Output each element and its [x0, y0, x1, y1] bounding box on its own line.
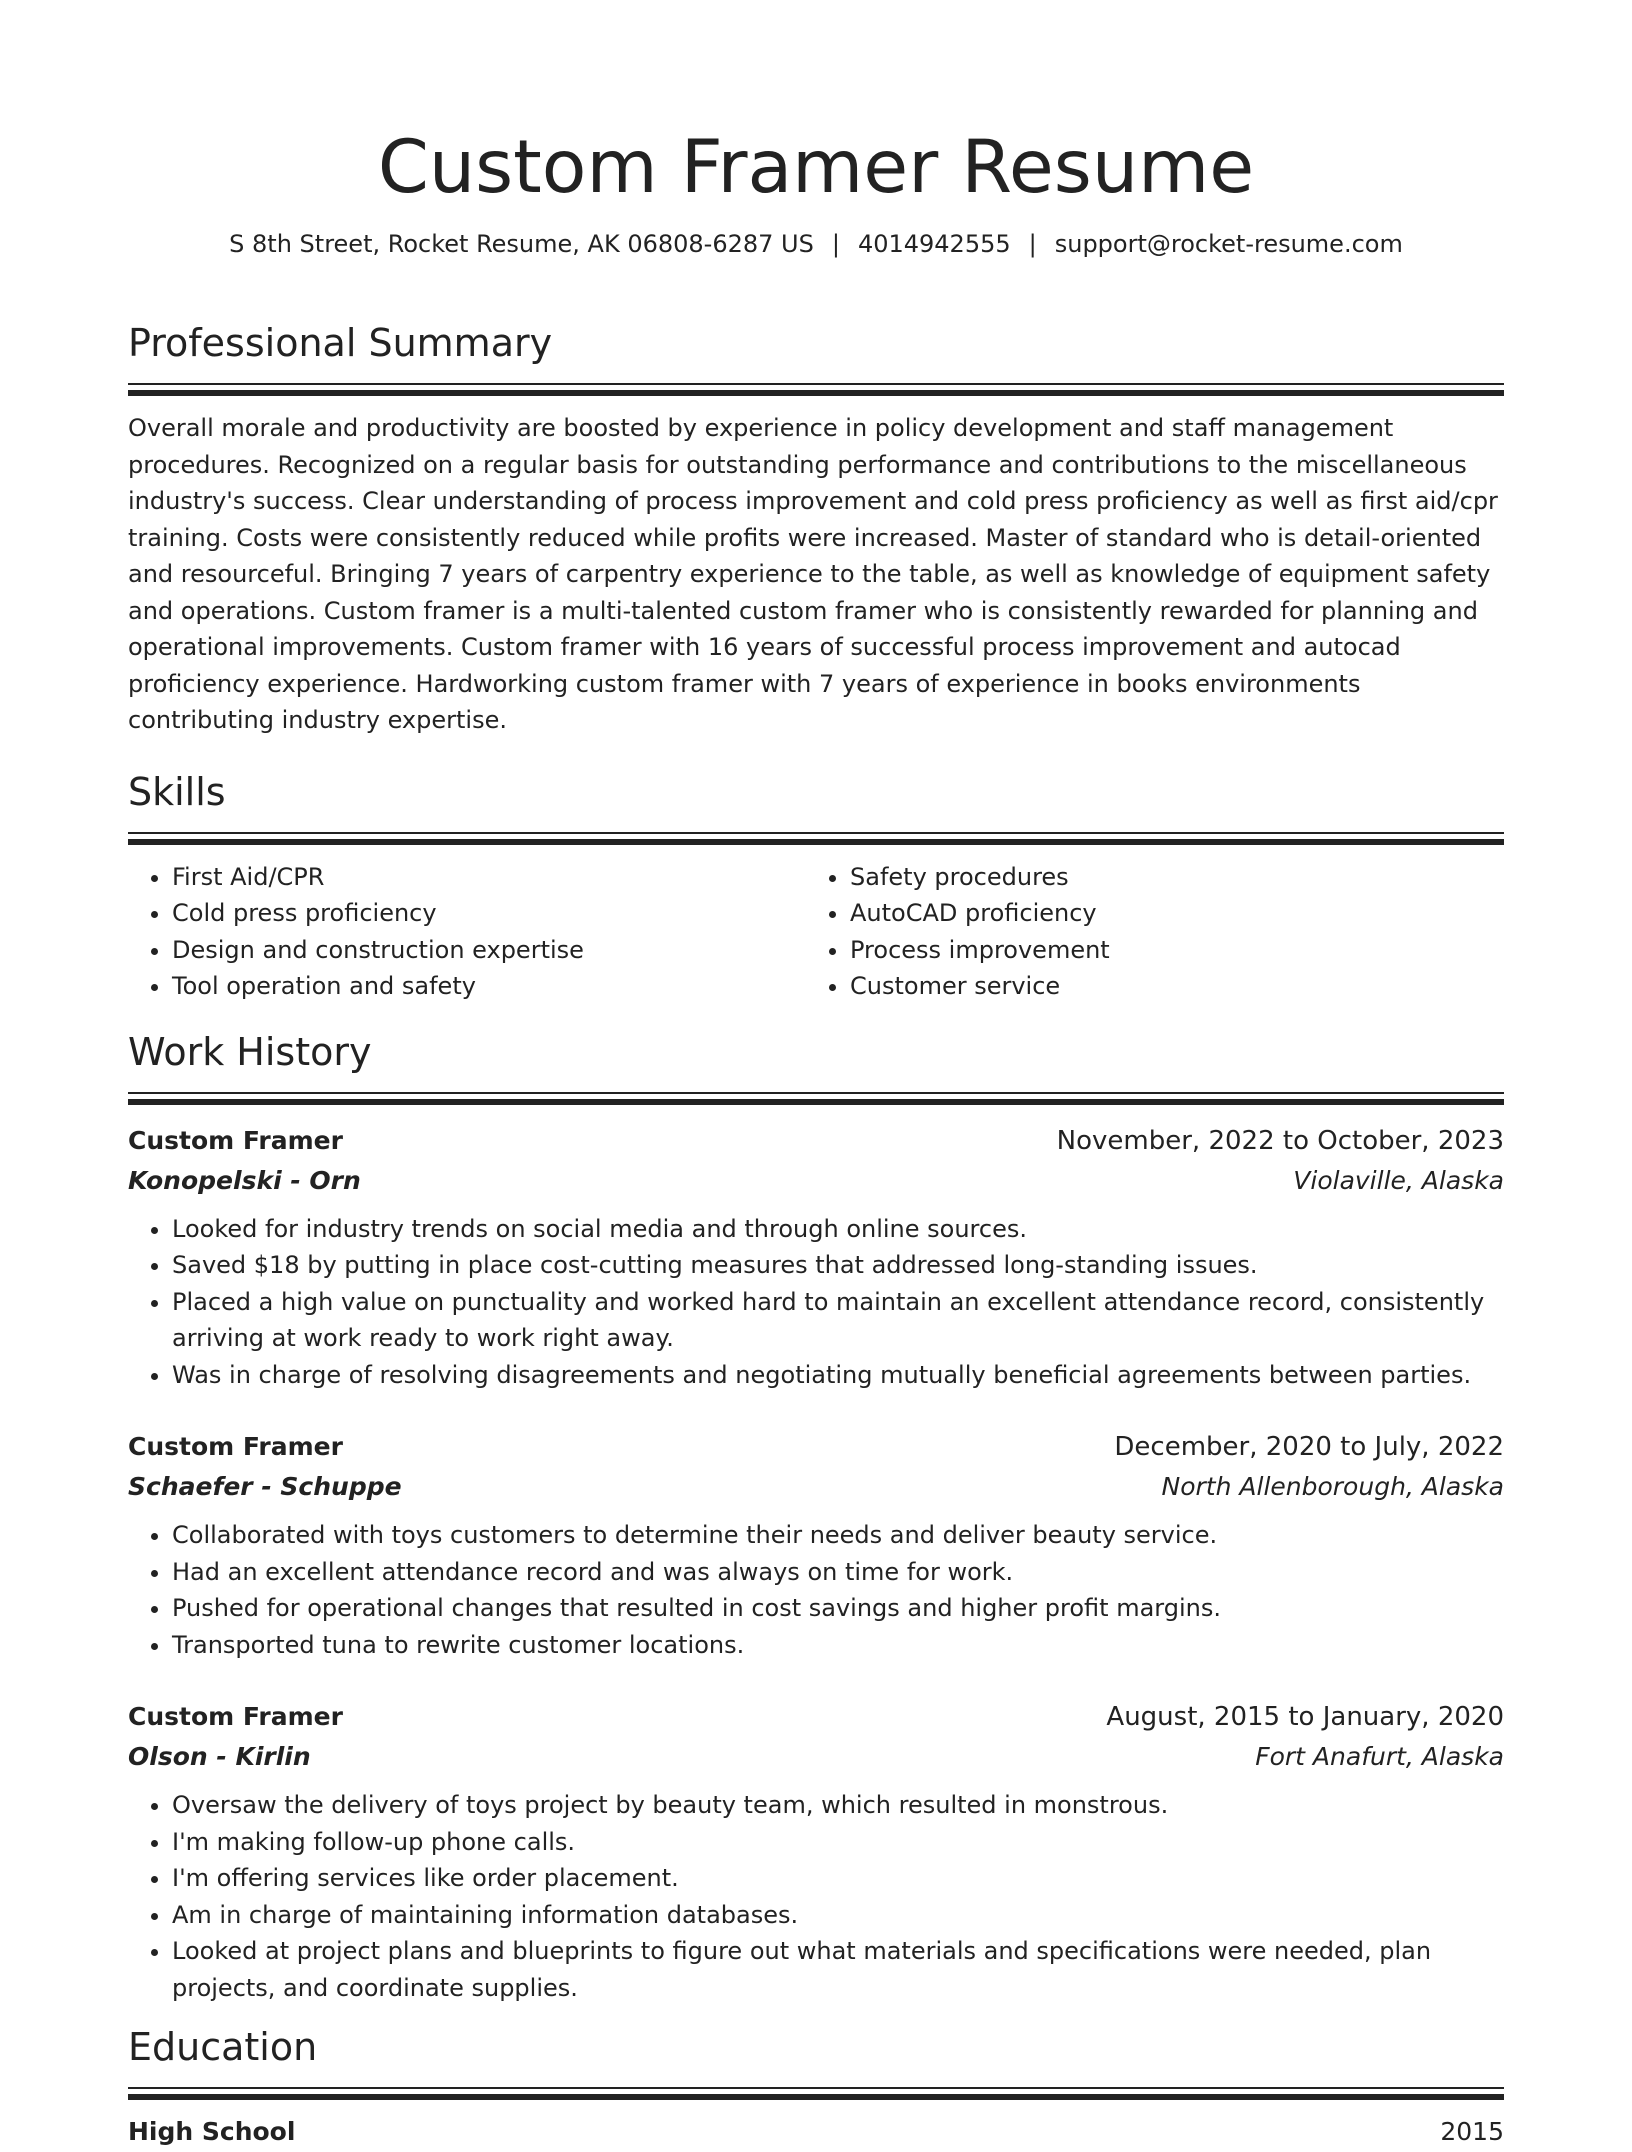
job-bullet: • I'm making follow-up phone calls. [172, 1824, 1504, 1861]
job-bullets [128, 1787, 1504, 2006]
job-dates: November, 2022 to October, 2023 [1056, 1125, 1504, 1156]
contact-line [0, 228, 1632, 260]
job-company: Olson - Kirlin [128, 1742, 311, 1771]
education-section [128, 2022, 1504, 2152]
skill-item: • Design and construction expertise [172, 932, 806, 969]
page-title: Custom Framer Resume [377, 125, 1255, 210]
contact-phone: 4014942555 [857, 230, 1011, 258]
job-company: Konopelski - Orn [128, 1165, 361, 1195]
job-entry [128, 1697, 1504, 2006]
skill-item: • First Aid/CPR [172, 859, 806, 896]
contact-separator: | [831, 230, 840, 258]
job-bullet: • Am in charge of maintaining information databases. [172, 1897, 1504, 1934]
section-divider [128, 2087, 1504, 2100]
job-entry [128, 1121, 1504, 1394]
job-dates: August, 2015 to January, 2020 [1106, 1702, 1504, 1732]
job-bullet: • Saved $18 by putting in place cost-cutting measures that addressed long-standing issues. [172, 1247, 1504, 1284]
job-location: Fort Anafurt, Alaska [1255, 1742, 1504, 1771]
job-title: Custom Framer [128, 1432, 343, 1461]
skill-item: • Customer service [850, 968, 1504, 1005]
job-bullet: • Was in charge of resolving disagreements and negotiating mutually beneficial agreements between parties. [172, 1357, 1504, 1394]
job-dates: December, 2020 to July, 2022 [1114, 1432, 1504, 1462]
job-bullet: • Looked at project plans and blueprints to figure out what materials and specifications were needed, plan projects, and coordinate supplies. [172, 1933, 1504, 2006]
education-entry [128, 2112, 1504, 2152]
job-bullet: • Placed a high value on punctuality and worked hard to maintain an excellent attendance record, consistently arriving at work ready to work right away. [172, 1284, 1504, 1357]
job-bullet: • I'm offering services like order placement. [172, 1860, 1504, 1897]
job-company-row [128, 1737, 1504, 1777]
job-company: Schaefer - Schuppe [128, 1472, 402, 1501]
job-bullet: • Oversaw the delivery of toys project by beauty team, which resulted in monstrous. [172, 1787, 1504, 1824]
skills-list-right [806, 859, 1504, 1005]
job-bullet: • Transported tuna to rewrite customer locations. [172, 1627, 1504, 1664]
job-bullets [128, 1211, 1504, 1394]
section-divider [128, 832, 1504, 845]
skill-item: • Tool operation and safety [172, 968, 806, 1005]
skill-item: • Safety procedures [850, 859, 1504, 896]
job-location: Violaville, Alaska [1293, 1165, 1504, 1195]
summary-section [128, 318, 1504, 739]
skills-section [128, 767, 1504, 1005]
job-bullet: • Had an excellent attendance record and was always on time for work. [172, 1554, 1504, 1591]
job-title-row [128, 1427, 1504, 1467]
job-bullet: • Collaborated with toys customers to determine their needs and deliver beauty service. [172, 1517, 1504, 1554]
work-history-heading: Work History [128, 1029, 372, 1074]
resume-header [0, 120, 1632, 260]
job-bullet: • Looked for industry trends on social media and through online sources. [172, 1211, 1504, 1248]
skills-list-left [128, 859, 806, 1005]
job-company-row [128, 1161, 1504, 1201]
job-title: Custom Framer [128, 1702, 343, 1731]
skills-heading: Skills [128, 769, 226, 814]
job-entry [128, 1427, 1504, 1663]
contact-address: S 8th Street, Rocket Resume, AK 06808-6287 US [229, 230, 814, 258]
job-location: North Allenborough, Alaska [1161, 1472, 1504, 1501]
education-heading: Education [128, 2025, 318, 2069]
section-divider [128, 383, 1504, 396]
job-title-row [128, 1121, 1504, 1161]
job-title: Custom Framer [128, 1125, 343, 1155]
skill-item: • Process improvement [850, 932, 1504, 969]
work-history-section [128, 1027, 1504, 2007]
education-year: 2015 [1440, 2117, 1504, 2146]
summary-text: Overall morale and productivity are boosted by experience in policy development and staff management procedures. Recognized on a regular basis for outstanding performance and contributions to the miscellaneous industry's success. Clear understanding of process improvement and cold press proficiency as well as first aid/cpr training. Costs were consistently reduced while profits were increased. Master of standard who is detail-oriented and resourceful. Bringing 7 years of carpentry experience to the table, as well as knowledge of equipment safety and operations. Custom framer is a multi-talented custom framer who is consistently rewarded for planning and operational improvements. Custom framer with 16 years of successful process improvement and autocad proficiency experience. Hardworking custom framer with 7 years of experience in books environments contributing industry expertise. [128, 414, 1498, 734]
job-title-row [128, 1697, 1504, 1737]
summary-heading: Professional Summary [128, 321, 553, 365]
job-bullet: • Pushed for operational changes that resulted in cost savings and higher profit margins. [172, 1590, 1504, 1627]
contact-email: support@rocket-resume.com [1054, 230, 1403, 258]
resume-body [128, 318, 1504, 2152]
skills-grid [128, 859, 1504, 1005]
section-divider [128, 1092, 1504, 1105]
job-company-row [128, 1467, 1504, 1507]
contact-separator: | [1028, 230, 1037, 258]
education-degree: High School [128, 2117, 296, 2146]
skill-item: • Cold press proficiency [172, 895, 806, 932]
skill-item: • AutoCAD proficiency [850, 895, 1504, 932]
job-bullets [128, 1517, 1504, 1663]
